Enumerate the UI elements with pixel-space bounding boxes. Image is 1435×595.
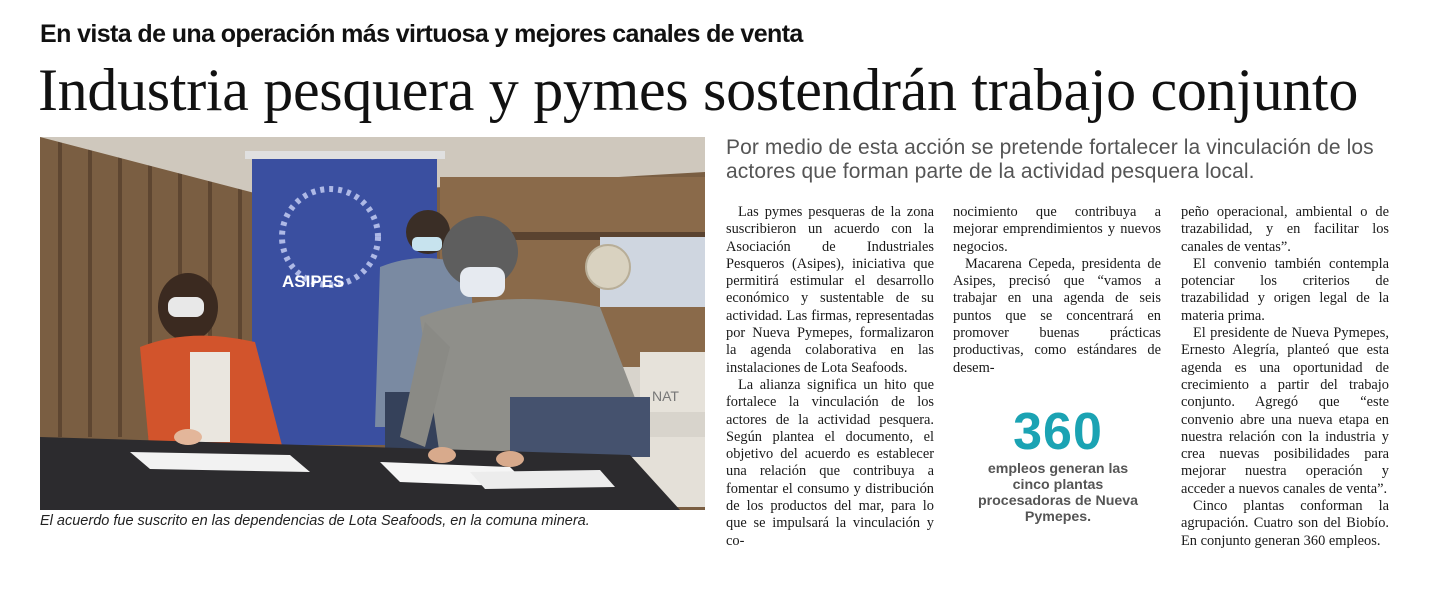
body-paragraph: Cinco plantas conforman la agrupación. Cuatro son del Biobío. En conjunto generan 360 empleos.	[1181, 498, 1389, 549]
body-paragraph: Macarena Cepeda, presidenta de Asipes, precisó que “vamos a trabajar en una agenda de seis puntos que se concentrará en promover buenas prácticas productivas, como estándares de desem-	[953, 255, 1161, 376]
box-text: NAT	[652, 388, 679, 404]
stat-text: empleos generan las cinco plantas procesadoras de Nueva Pymepes.	[977, 461, 1139, 525]
body-column-3	[1181, 204, 1389, 550]
article-deck: Por medio de esta acción se pretende fortalecer la vinculación de los actores que forman parte de la actividad pesquera local.	[726, 136, 1374, 183]
body-column-1	[726, 204, 934, 550]
body-paragraph: El presidente de Nueva Pymepes, Ernesto Alegría, planteó que esta agenda es una oportunidad de crecimiento a partir del trabajo conjunto. Agregó que “este convenio abre una nueva etapa en nuestra relación con la industria y crea nuevas posibilidades para mejorar nuestra operación y acceder a nuevos canales de venta”.	[1181, 325, 1389, 497]
stat-number: 360	[1013, 403, 1103, 461]
body-column-2	[953, 204, 1161, 377]
article-headline: Industria pesquera y pymes sostendrán trabajo conjunto	[38, 57, 1359, 123]
article-photo	[40, 137, 705, 510]
banner-text: ASIPES	[282, 272, 345, 291]
body-paragraph: El convenio también contempla potenciar los criterios de trazabilidad y origen legal de la materia prima.	[1181, 255, 1389, 324]
body-paragraph: La alianza significa un hito que fortalece la vinculación de los actores de la actividad pesquera. Según plantea el documento, el objetivo del acuerdo es establecer una relación que contribuya a fomentar el consumo y distribución de los productos del mar, para lo que se impulsará la vinculación y co-	[726, 376, 934, 549]
photo-caption: El acuerdo fue suscrito en las dependencias de Lota Seafoods, en la comuna minera.	[40, 513, 590, 529]
body-paragraph: nocimiento que contribuya a mejorar emprendimientos y nuevos negocios.	[953, 204, 1161, 255]
body-paragraph: peño operacional, ambiental o de trazabilidad, y en facilitar los canales de ventas”.	[1181, 204, 1389, 255]
article-kicker: En vista de una operación más virtuosa y mejores canales de venta	[40, 20, 803, 48]
body-paragraph: Las pymes pesqueras de la zona suscribieron un acuerdo con la Asociación de Industriales Pesqueros (Asipes), iniciativa que permitirá estimular el desarrollo económico y sustentable de su actividad. Las firmas, representadas por Nueva Pymepes, formalizaron la agenda colaborativa en las instalaciones de Lota Seafoods.	[726, 204, 934, 376]
